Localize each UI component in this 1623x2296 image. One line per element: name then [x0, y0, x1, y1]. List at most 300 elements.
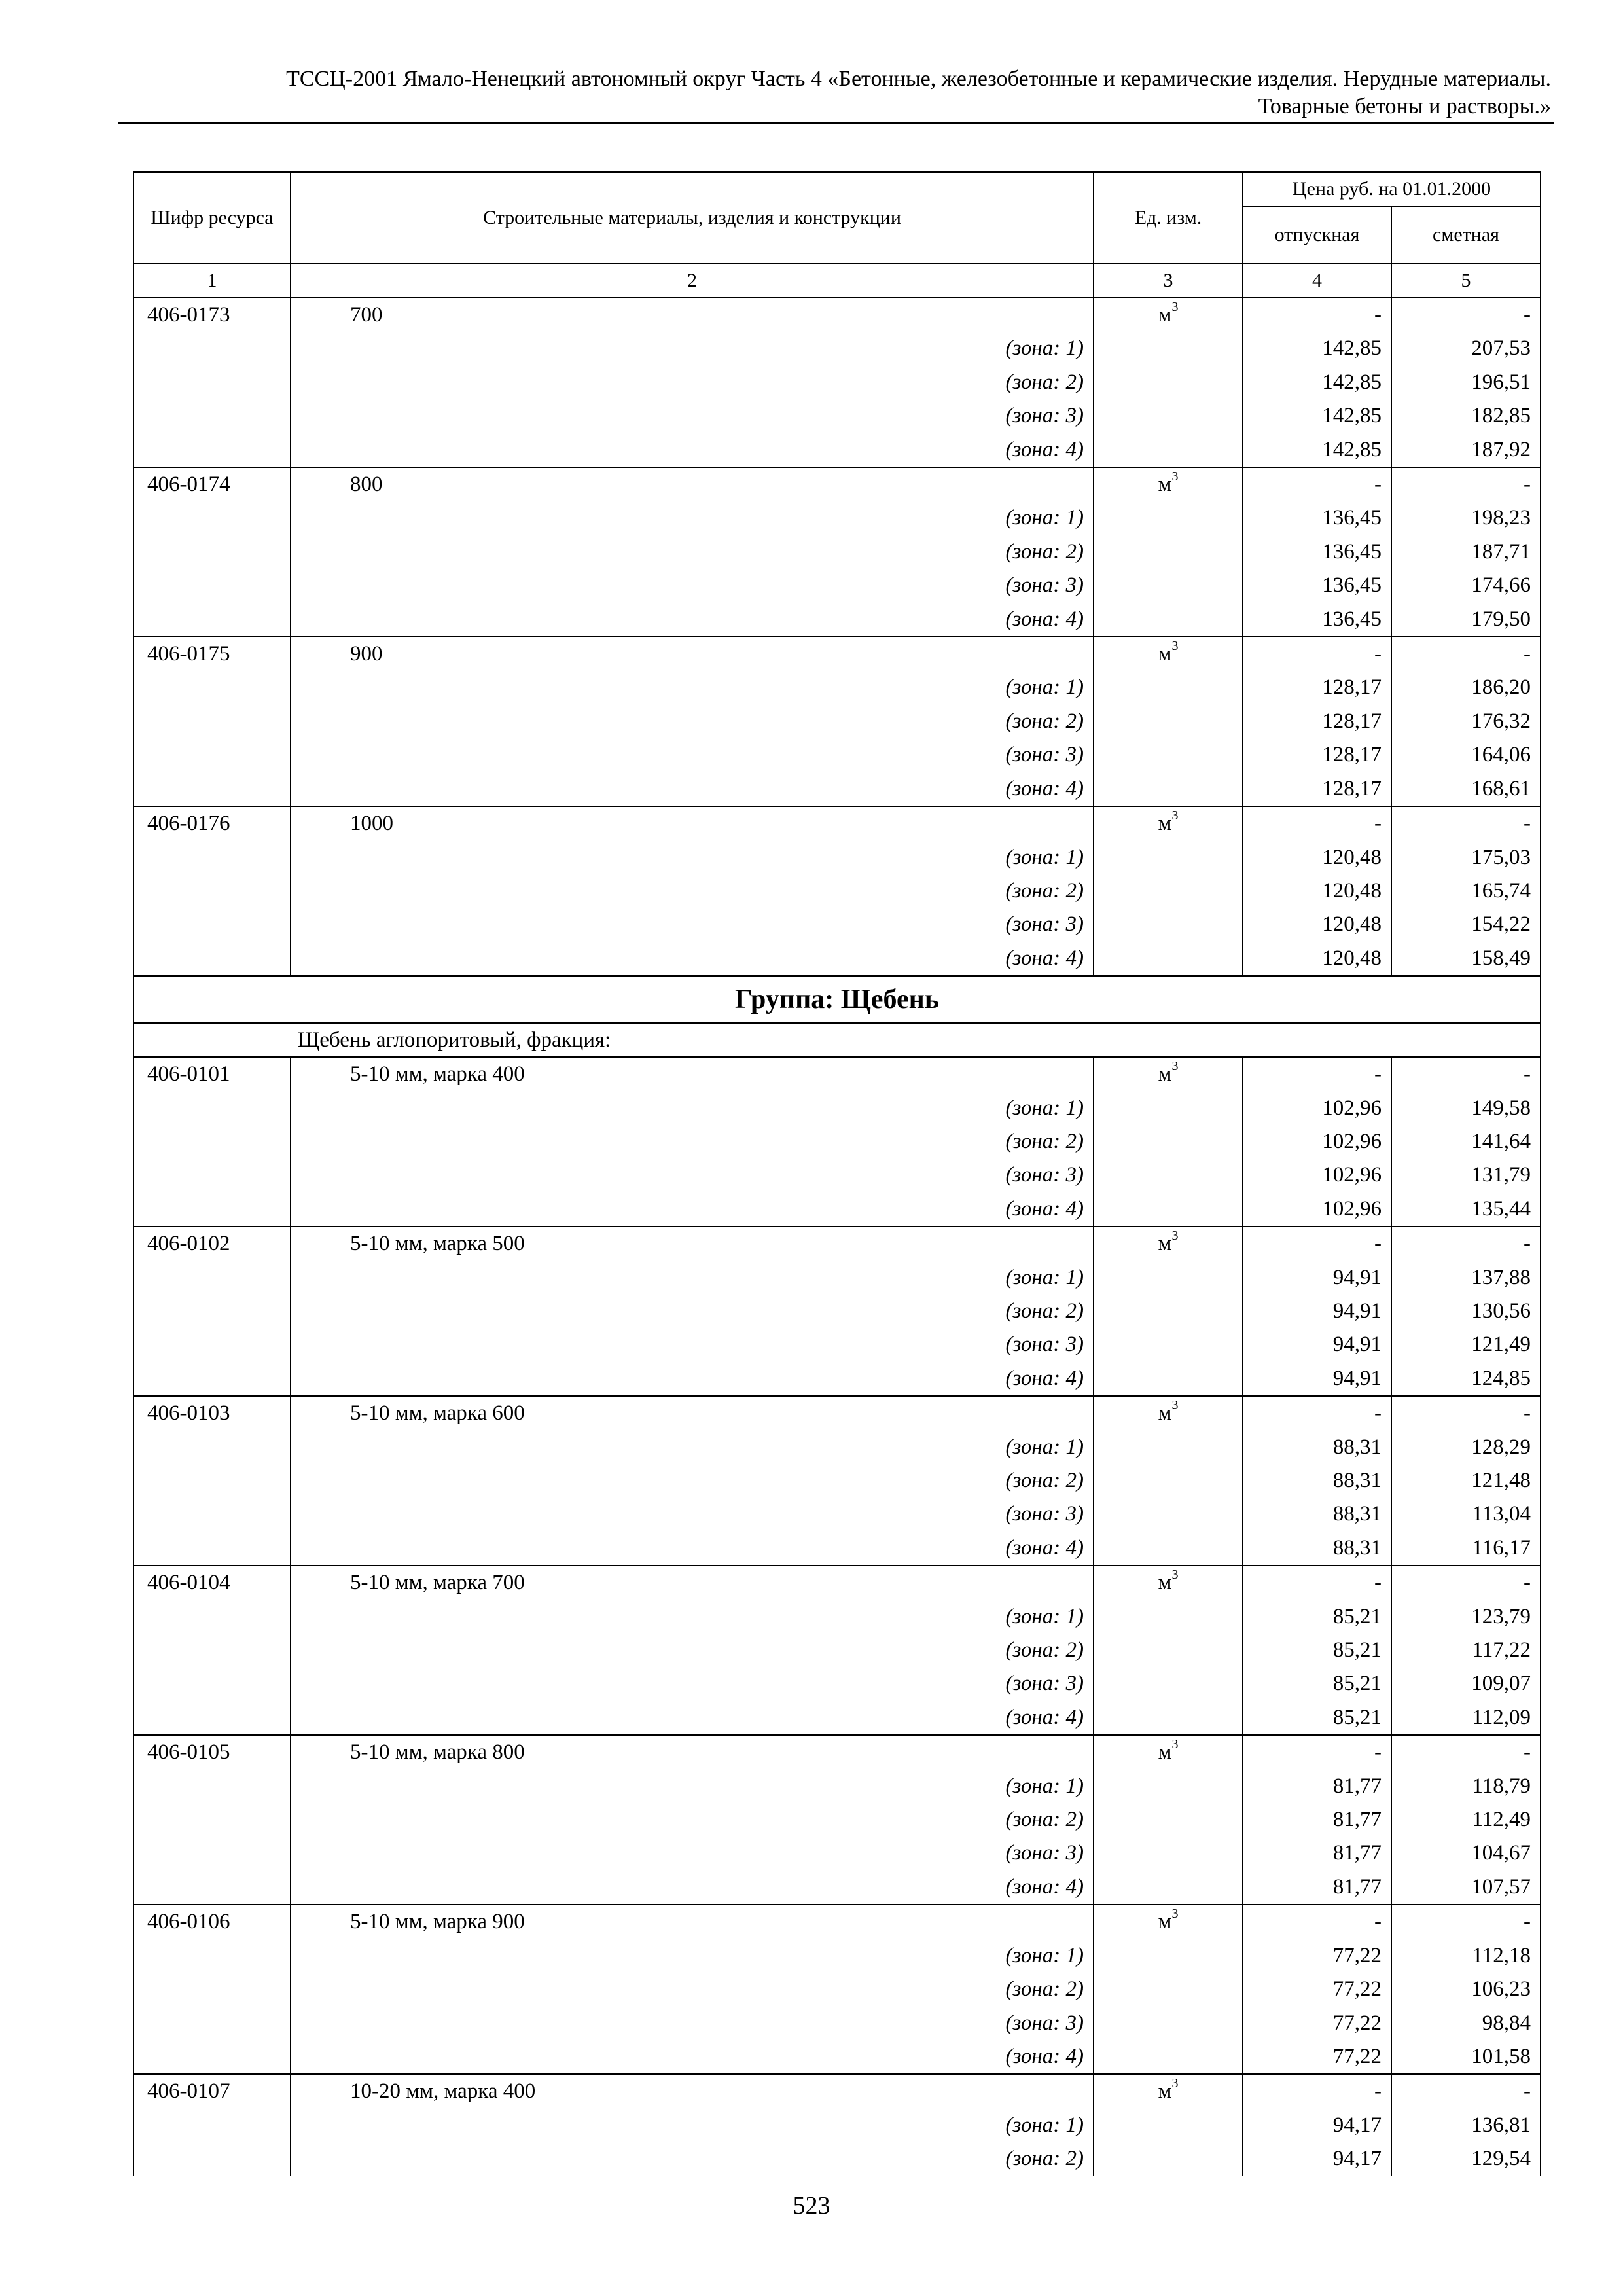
empty-cell	[1094, 1770, 1243, 1803]
empty-cell	[134, 1770, 291, 1803]
zone-row	[134, 1125, 1541, 1158]
estimate-price: -	[1391, 2074, 1541, 2108]
zone-label: (зона: 4)	[291, 1701, 1094, 1735]
estimate-price: 131,79	[1391, 1158, 1541, 1192]
resource-code: 406-0176	[134, 806, 291, 840]
zone-label: (зона: 4)	[291, 772, 1094, 806]
unit-power: 3	[1171, 469, 1179, 484]
empty-cell	[134, 841, 291, 874]
zone-row	[134, 433, 1541, 467]
zone-row	[134, 874, 1541, 908]
col-number: 2	[291, 264, 1094, 298]
estimate-price: 141,64	[1391, 1125, 1541, 1158]
empty-cell	[1094, 908, 1243, 941]
empty-cell	[1094, 1498, 1243, 1531]
zone-row	[134, 2109, 1541, 2142]
empty-cell	[1094, 1634, 1243, 1667]
release-price: 102,96	[1243, 1158, 1391, 1192]
zone-row	[134, 603, 1541, 637]
zone-label: (зона: 3)	[291, 2007, 1094, 2040]
empty-cell	[1094, 1295, 1243, 1328]
unit-cell	[1094, 298, 1243, 332]
zone-label: (зона: 1)	[291, 501, 1094, 535]
release-price: 77,22	[1243, 1939, 1391, 1973]
table-row	[134, 1905, 1541, 1939]
release-price: 136,45	[1243, 501, 1391, 535]
empty-cell	[134, 1939, 291, 1973]
empty-cell	[134, 1871, 291, 1905]
estimate-price: 129,54	[1391, 2142, 1541, 2176]
estimate-price: -	[1391, 637, 1541, 671]
empty-cell	[134, 772, 291, 806]
zone-row	[134, 535, 1541, 569]
empty-cell	[134, 1295, 291, 1328]
estimate-price: 196,51	[1391, 366, 1541, 399]
release-price: 77,22	[1243, 2040, 1391, 2074]
estimate-price: 176,32	[1391, 705, 1541, 738]
empty-cell	[134, 2040, 291, 2074]
empty-cell	[134, 874, 291, 908]
zone-label: (зона: 3)	[291, 1158, 1094, 1192]
unit-base: м	[1158, 1062, 1172, 1086]
resource-code: 406-0104	[134, 1566, 291, 1600]
zone-row	[134, 772, 1541, 806]
unit-cell	[1094, 1396, 1243, 1430]
release-price: 120,48	[1243, 841, 1391, 874]
unit-cell	[1094, 637, 1243, 671]
empty-cell	[134, 1600, 291, 1634]
zone-row	[134, 1092, 1541, 1125]
zone-row	[134, 332, 1541, 365]
estimate-price: -	[1391, 1057, 1541, 1091]
estimate-price: 149,58	[1391, 1092, 1541, 1125]
release-price: 102,96	[1243, 1092, 1391, 1125]
empty-cell	[134, 1973, 291, 2006]
zone-row	[134, 1295, 1541, 1328]
empty-cell	[1094, 874, 1243, 908]
release-price: 128,17	[1243, 738, 1391, 772]
release-price: 81,77	[1243, 1803, 1391, 1837]
zone-row	[134, 1667, 1541, 1700]
unit-base: м	[1158, 1910, 1172, 1934]
estimate-price: 165,74	[1391, 874, 1541, 908]
zone-label: (зона: 4)	[291, 1193, 1094, 1227]
zone-row	[134, 1193, 1541, 1227]
estimate-price: -	[1391, 1227, 1541, 1261]
estimate-price: 123,79	[1391, 1600, 1541, 1634]
unit-cell	[1094, 1057, 1243, 1091]
zone-label: (зона: 1)	[291, 1939, 1094, 1973]
zone-label: (зона: 2)	[291, 366, 1094, 399]
release-price: 136,45	[1243, 535, 1391, 569]
zone-label: (зона: 4)	[291, 1532, 1094, 1566]
release-price: 142,85	[1243, 332, 1391, 365]
release-price: 120,48	[1243, 908, 1391, 941]
subgroup-title: Щебень аглопоритовый, фракция:	[134, 1023, 1541, 1057]
estimate-price: 175,03	[1391, 841, 1541, 874]
empty-cell	[134, 2109, 291, 2142]
estimate-price: 164,06	[1391, 738, 1541, 772]
unit-cell	[1094, 1566, 1243, 1600]
empty-cell	[1094, 1362, 1243, 1396]
unit-base: м	[1158, 1401, 1172, 1426]
empty-cell	[1094, 705, 1243, 738]
empty-cell	[134, 399, 291, 433]
empty-cell	[1094, 501, 1243, 535]
empty-cell	[134, 705, 291, 738]
header-rule	[118, 122, 1554, 124]
empty-cell	[134, 1261, 291, 1295]
release-price: 77,22	[1243, 1973, 1391, 2006]
empty-cell	[1094, 535, 1243, 569]
unit-base: м	[1158, 1740, 1172, 1765]
empty-cell	[1094, 603, 1243, 637]
zone-label: (зона: 2)	[291, 535, 1094, 569]
release-price: 94,17	[1243, 2109, 1391, 2142]
unit-cell	[1094, 1735, 1243, 1769]
estimate-price: 101,58	[1391, 2040, 1541, 2074]
empty-cell	[134, 2007, 291, 2040]
zone-row	[134, 1701, 1541, 1735]
empty-cell	[134, 1125, 291, 1158]
zone-label: (зона: 3)	[291, 1837, 1094, 1870]
release-price: -	[1243, 637, 1391, 671]
empty-cell	[1094, 1973, 1243, 2006]
zone-row	[134, 2007, 1541, 2040]
empty-cell	[134, 1498, 291, 1531]
release-price: -	[1243, 1566, 1391, 1600]
header-line-2: Товарные бетоны и растворы.»	[1258, 94, 1551, 118]
zone-row	[134, 738, 1541, 772]
estimate-price: 112,18	[1391, 1939, 1541, 1973]
empty-cell	[1094, 399, 1243, 433]
material-name: 5-10 мм, марка 600	[291, 1396, 1094, 1430]
empty-cell	[1094, 841, 1243, 874]
zone-row	[134, 399, 1541, 433]
release-price: 120,48	[1243, 874, 1391, 908]
empty-cell	[1094, 2007, 1243, 2040]
zone-row	[134, 366, 1541, 399]
release-price: -	[1243, 467, 1391, 501]
resource-code: 406-0175	[134, 637, 291, 671]
zone-row	[134, 1600, 1541, 1634]
zone-row	[134, 1770, 1541, 1803]
estimate-price: 112,49	[1391, 1803, 1541, 1837]
estimate-price: 174,66	[1391, 569, 1541, 602]
table-row	[134, 1396, 1541, 1430]
zone-row	[134, 1328, 1541, 1361]
zone-label: (зона: 3)	[291, 1498, 1094, 1531]
empty-cell	[134, 1803, 291, 1837]
estimate-price: 207,53	[1391, 332, 1541, 365]
empty-cell	[134, 671, 291, 704]
zone-row	[134, 671, 1541, 704]
unit-power: 3	[1171, 1229, 1179, 1244]
empty-cell	[1094, 1803, 1243, 1837]
zone-label: (зона: 4)	[291, 2040, 1094, 2074]
zone-row	[134, 569, 1541, 602]
estimate-price: 116,17	[1391, 1532, 1541, 1566]
empty-cell	[1094, 942, 1243, 976]
table-row	[134, 1227, 1541, 1261]
zone-label: (зона: 4)	[291, 1871, 1094, 1905]
release-price: 77,22	[1243, 2007, 1391, 2040]
estimate-price: 121,48	[1391, 1464, 1541, 1498]
material-name: 10-20 мм, марка 400	[291, 2074, 1094, 2108]
unit-cell	[1094, 806, 1243, 840]
empty-cell	[134, 1431, 291, 1464]
material-name: 5-10 мм, марка 400	[291, 1057, 1094, 1091]
zone-row	[134, 1871, 1541, 1905]
unit-power: 3	[1171, 639, 1179, 654]
zone-label: (зона: 1)	[291, 671, 1094, 704]
empty-cell	[1094, 1701, 1243, 1735]
zone-row	[134, 1532, 1541, 1566]
empty-cell	[1094, 569, 1243, 602]
release-price: 85,21	[1243, 1667, 1391, 1700]
release-price: 81,77	[1243, 1837, 1391, 1870]
estimate-price: 104,67	[1391, 1837, 1541, 1870]
release-price: 128,17	[1243, 772, 1391, 806]
release-price: 102,96	[1243, 1125, 1391, 1158]
estimate-price: 124,85	[1391, 1362, 1541, 1396]
unit-power: 3	[1171, 1568, 1179, 1583]
material-name: 800	[291, 467, 1094, 501]
release-price: -	[1243, 1905, 1391, 1939]
estimate-price: 109,07	[1391, 1667, 1541, 1700]
unit-cell	[1094, 1905, 1243, 1939]
zone-label: (зона: 2)	[291, 1973, 1094, 2006]
empty-cell	[1094, 1193, 1243, 1227]
release-price: -	[1243, 806, 1391, 840]
resource-code: 406-0173	[134, 298, 291, 332]
estimate-price: -	[1391, 1735, 1541, 1769]
release-price: -	[1243, 1735, 1391, 1769]
col-header-release: отпускная	[1243, 206, 1391, 264]
empty-cell	[1094, 1328, 1243, 1361]
estimate-price: -	[1391, 1905, 1541, 1939]
estimate-price: 130,56	[1391, 1295, 1541, 1328]
zone-label: (зона: 2)	[291, 2142, 1094, 2176]
estimate-price: 186,20	[1391, 671, 1541, 704]
zone-label: (зона: 1)	[291, 1261, 1094, 1295]
unit-cell	[1094, 467, 1243, 501]
group-title: Группа: Щебень	[134, 976, 1541, 1023]
estimate-price: 98,84	[1391, 2007, 1541, 2040]
zone-row	[134, 1158, 1541, 1192]
col-header-unit: Ед. изм.	[1094, 172, 1243, 264]
zone-label: (зона: 1)	[291, 332, 1094, 365]
unit-base: м	[1158, 2079, 1172, 2104]
release-price: 94,17	[1243, 2142, 1391, 2176]
estimate-price: 107,57	[1391, 1871, 1541, 1905]
unit-power: 3	[1171, 808, 1179, 823]
unit-base: м	[1158, 1571, 1172, 1595]
table-row	[134, 1057, 1541, 1091]
release-price: 94,91	[1243, 1362, 1391, 1396]
zone-label: (зона: 3)	[291, 399, 1094, 433]
empty-cell	[1094, 1600, 1243, 1634]
col-number: 4	[1243, 264, 1391, 298]
zone-label: (зона: 1)	[291, 2109, 1094, 2142]
empty-cell	[1094, 1939, 1243, 1973]
estimate-price: -	[1391, 806, 1541, 840]
zone-label: (зона: 1)	[291, 1431, 1094, 1464]
empty-cell	[134, 1634, 291, 1667]
empty-cell	[134, 1667, 291, 1700]
empty-cell	[1094, 1431, 1243, 1464]
estimate-price: 136,81	[1391, 2109, 1541, 2142]
resource-code: 406-0101	[134, 1057, 291, 1091]
zone-row	[134, 1837, 1541, 1870]
empty-cell	[134, 433, 291, 467]
col-number: 5	[1391, 264, 1541, 298]
zone-label: (зона: 2)	[291, 1464, 1094, 1498]
estimate-price: 135,44	[1391, 1193, 1541, 1227]
document-header	[118, 65, 1551, 120]
release-price: -	[1243, 2074, 1391, 2108]
table-row	[134, 1735, 1541, 1769]
zone-label: (зона: 3)	[291, 1667, 1094, 1700]
release-price: 142,85	[1243, 366, 1391, 399]
unit-base: м	[1158, 303, 1172, 327]
release-price: -	[1243, 1396, 1391, 1430]
empty-cell	[134, 501, 291, 535]
zone-row	[134, 705, 1541, 738]
release-price: 88,31	[1243, 1532, 1391, 1566]
estimate-price: 179,50	[1391, 603, 1541, 637]
estimate-price: 113,04	[1391, 1498, 1541, 1531]
release-price: 88,31	[1243, 1498, 1391, 1531]
table-row	[134, 467, 1541, 501]
release-price: -	[1243, 1057, 1391, 1091]
empty-cell	[134, 1837, 291, 1870]
zone-row	[134, 908, 1541, 941]
material-name: 5-10 мм, марка 500	[291, 1227, 1094, 1261]
empty-cell	[1094, 1158, 1243, 1192]
table-body-before	[134, 298, 1541, 976]
estimate-price: 121,49	[1391, 1328, 1541, 1361]
release-price: 81,77	[1243, 1770, 1391, 1803]
empty-cell	[134, 1532, 291, 1566]
empty-cell	[134, 366, 291, 399]
zone-row	[134, 501, 1541, 535]
zone-label: (зона: 3)	[291, 738, 1094, 772]
header-line-1: ТССЦ-2001 Ямало-Ненецкий автономный округ Часть 4 «Бетонные, железобетонные и керамические изделия. Нерудные материалы.	[286, 67, 1551, 91]
empty-cell	[134, 738, 291, 772]
estimate-price: 128,29	[1391, 1431, 1541, 1464]
col-number: 1	[134, 264, 291, 298]
zone-row	[134, 1464, 1541, 1498]
resource-code: 406-0107	[134, 2074, 291, 2108]
estimate-price: 154,22	[1391, 908, 1541, 941]
zone-label: (зона: 4)	[291, 942, 1094, 976]
table-row	[134, 637, 1541, 671]
release-price: 94,91	[1243, 1295, 1391, 1328]
material-name: 5-10 мм, марка 800	[291, 1735, 1094, 1769]
estimate-price: 168,61	[1391, 772, 1541, 806]
col-number: 3	[1094, 264, 1243, 298]
estimate-price: -	[1391, 467, 1541, 501]
empty-cell	[134, 1193, 291, 1227]
table-row	[134, 806, 1541, 840]
empty-cell	[1094, 2109, 1243, 2142]
empty-cell	[1094, 772, 1243, 806]
empty-cell	[134, 535, 291, 569]
unit-base: м	[1158, 1232, 1172, 1256]
page-number: 523	[793, 2192, 830, 2219]
unit-power: 3	[1171, 1398, 1179, 1413]
estimate-price: 118,79	[1391, 1770, 1541, 1803]
empty-cell	[1094, 332, 1243, 365]
empty-cell	[1094, 1464, 1243, 1498]
empty-cell	[134, 569, 291, 602]
resource-code: 406-0105	[134, 1735, 291, 1769]
empty-cell	[134, 942, 291, 976]
col-header-estimate: сметная	[1391, 206, 1541, 264]
col-header-name: Строительные материалы, изделия и конструкции	[291, 172, 1094, 264]
empty-cell	[134, 1362, 291, 1396]
zone-row	[134, 1498, 1541, 1531]
material-name: 900	[291, 637, 1094, 671]
unit-power: 3	[1171, 1737, 1179, 1752]
estimate-price: 187,71	[1391, 535, 1541, 569]
estimate-price: 112,09	[1391, 1701, 1541, 1735]
empty-cell	[1094, 1125, 1243, 1158]
estimate-price: 187,92	[1391, 433, 1541, 467]
zone-label: (зона: 3)	[291, 1328, 1094, 1361]
release-price: 102,96	[1243, 1193, 1391, 1227]
release-price: 128,17	[1243, 705, 1391, 738]
material-name: 5-10 мм, марка 700	[291, 1566, 1094, 1600]
col-header-code: Шифр ресурса	[134, 172, 291, 264]
empty-cell	[1094, 671, 1243, 704]
zone-row	[134, 2142, 1541, 2176]
group-section	[134, 976, 1541, 1057]
estimate-price: -	[1391, 298, 1541, 332]
empty-cell	[1094, 2040, 1243, 2074]
empty-cell	[1094, 1532, 1243, 1566]
empty-cell	[1094, 366, 1243, 399]
resource-code: 406-0106	[134, 1905, 291, 1939]
empty-cell	[1094, 738, 1243, 772]
empty-cell	[1094, 433, 1243, 467]
estimate-price: 198,23	[1391, 501, 1541, 535]
estimate-price: 117,22	[1391, 1634, 1541, 1667]
zone-row	[134, 1803, 1541, 1837]
zone-label: (зона: 2)	[291, 1295, 1094, 1328]
empty-cell	[1094, 1092, 1243, 1125]
zone-label: (зона: 1)	[291, 1092, 1094, 1125]
empty-cell	[134, 908, 291, 941]
empty-cell	[1094, 1261, 1243, 1295]
zone-row	[134, 1431, 1541, 1464]
unit-power: 3	[1171, 300, 1179, 314]
unit-cell	[1094, 2074, 1243, 2108]
release-price: 85,21	[1243, 1600, 1391, 1634]
zone-row	[134, 1362, 1541, 1396]
zone-row	[134, 1973, 1541, 2006]
release-price: 85,21	[1243, 1634, 1391, 1667]
zone-label: (зона: 2)	[291, 1125, 1094, 1158]
unit-power: 3	[1171, 2076, 1179, 2091]
zone-row	[134, 1261, 1541, 1295]
release-price: 128,17	[1243, 671, 1391, 704]
resource-code: 406-0102	[134, 1227, 291, 1261]
zone-label: (зона: 3)	[291, 569, 1094, 602]
zone-label: (зона: 2)	[291, 1803, 1094, 1837]
release-price: 142,85	[1243, 433, 1391, 467]
